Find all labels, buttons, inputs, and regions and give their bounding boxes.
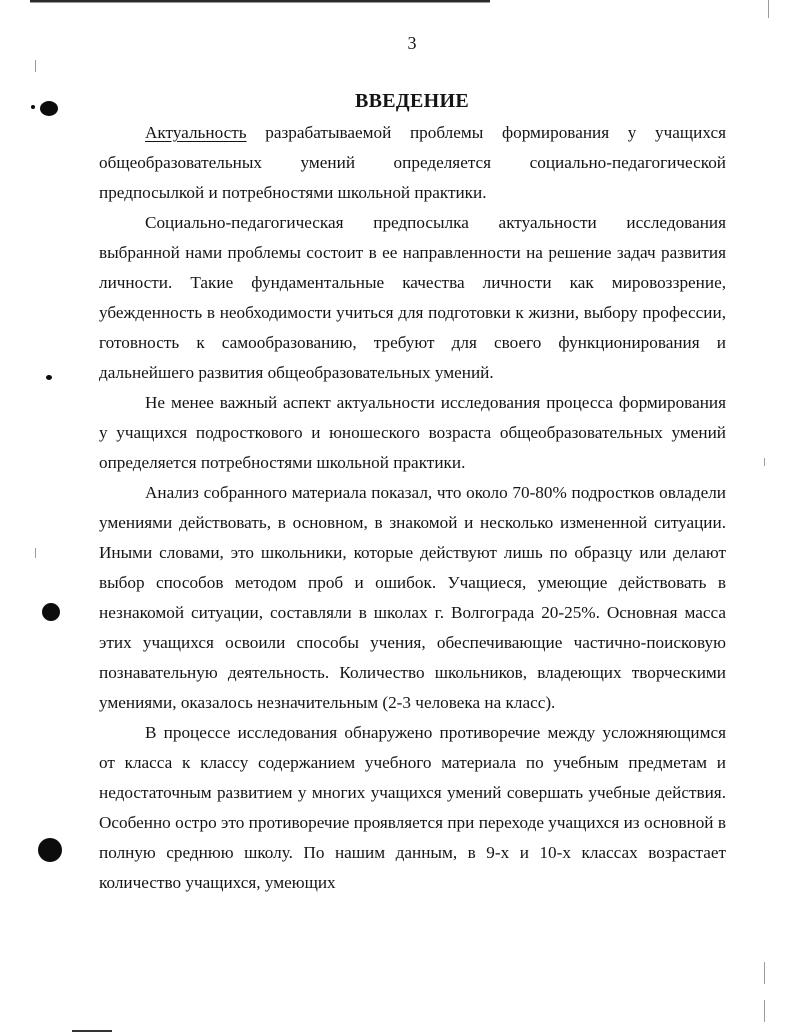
paragraph-analysis: Анализ собранного материала показал, что около 70-80% подростков овладели умениями действовать, в основном, в знакомой и несколько измененной ситуации. Иными словами, это школьники, которые действуют лишь по образцу или делают выбор способов методом проб и ошибок. Учащиеся, умеющие действовать в незнакомой ситуации, составляли в школах г. Волгограда 20-25%. Основная масса этих учащихся освоили способы учения, обеспечивающие частично-поисковую познавательную деятельность. Количество школьников, владеющих творческими умениями, оказалось незначительным (2-3 человека на класс). [99,483,726,712]
scan-tick [764,962,765,984]
scan-hole-mark [38,838,62,862]
scan-tick [768,0,769,18]
paragraph-contradiction: В процессе исследования обнаружено противоречие между усложняющимся от класса к классу содержанием учебного материала по учебным предметам и недостаточным развитием у многих учащихся умений совершать учебные действия. Особенно остро это противоречие проявляется при переходе учащихся из основной в полную среднюю школу. По нашим данным, в 9-х и 10-х классах возрастает количество учащихся, умеющих [99,723,726,892]
scan-tick [35,548,36,558]
scan-top-rule-shadow [30,2,490,3]
paragraph-school-practice: Не менее важный аспект актуальности исследования процесса формирования у учащихся подросткового и юношеского возраста общеобразовательных умений определяется потребностями школьной практики. [99,393,726,472]
scan-tick [764,1000,765,1022]
scan-small-mark [46,375,52,380]
scan-blot-mark [40,101,58,116]
paragraph-relevance-text: разрабатываемой проблемы формирования у учащихся общеобразовательных умений определяется социально-педагогической предпосылкой и потребностями школьной практики. [99,123,726,202]
section-heading: ВВЕДЕНИЕ [355,90,469,112]
scan-dot-mark [31,105,35,109]
term-relevance: Актуальность [145,123,247,142]
scan-tick [764,458,765,466]
body-text [99,118,726,898]
paragraph-relevance [99,118,726,208]
paragraph-social-pedagogical: Социально-педагогическая предпосылка актуальности исследования выбранной нами проблемы состоит в ее направленности на решение задач развития личности. Такие фундаментальные качества личности как мировоззрение, убежденность в необходимости учиться для подготовки к жизни, выбору профессии, готовность к самообразованию, требуют для своего функционирования и дальнейшего развития общеобразовательных умений. [99,213,726,382]
scan-tick [35,60,36,72]
page-number: 3 [407,33,417,53]
scan-bottom-rule [72,1030,112,1032]
scan-blot-mark [42,603,60,621]
